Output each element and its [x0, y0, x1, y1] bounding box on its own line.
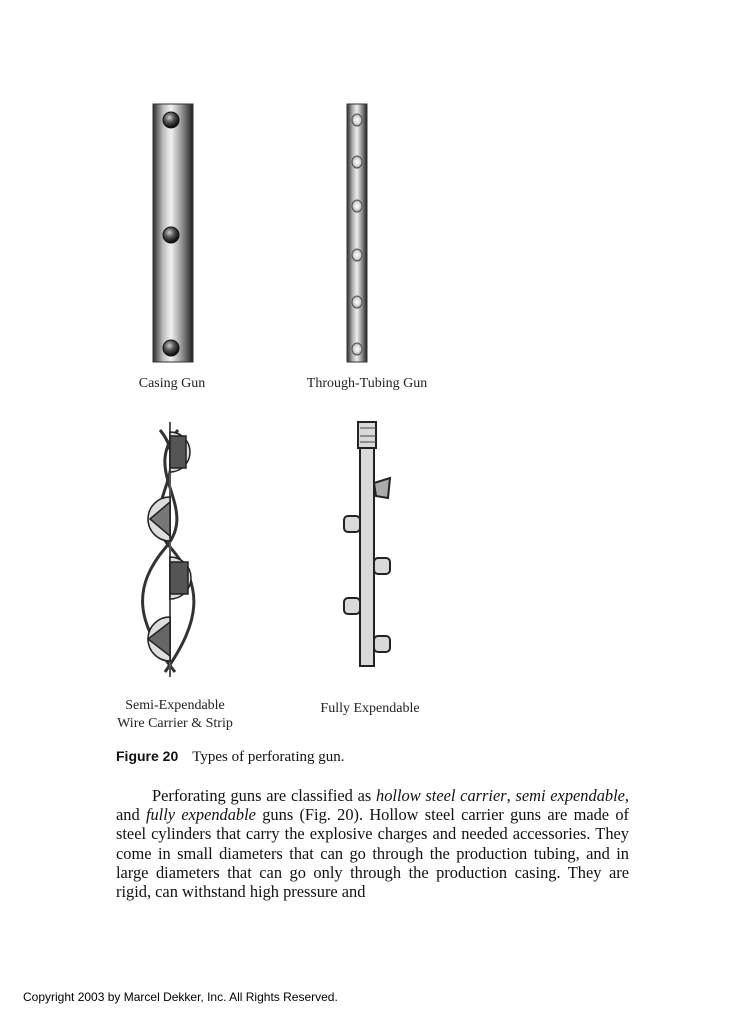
semi-expendable-illustration [130, 422, 210, 682]
para-text-4: guns (Fig. 20). Hollow steel carrier guns are made of steel cylinders that carry the explosive charges and needed accessories. They come in small diameters that can go through the production tubing, and in large diameters that can go only through the production casing. They are rigid, can withstand high pressure and [116, 805, 629, 902]
para-term-semi-expendable: semi expendable [515, 786, 625, 805]
para-text-1: Perforating guns are classified as [152, 786, 377, 805]
semi-expendable-label-line2: Wire Carrier & Strip [117, 716, 233, 731]
fully-expendable-illustration [336, 418, 400, 670]
semi-expendable-label [100, 697, 250, 733]
copyright-notice: Copyright 2003 by Marcel Dekker, Inc. All Rights Reserved. [23, 990, 338, 1004]
para-text-2: , [506, 786, 516, 805]
figure-caption [116, 748, 345, 766]
figure-number: Figure 20 [116, 748, 179, 764]
body-paragraph [116, 786, 629, 901]
fully-expendable-label: Fully Expendable [320, 701, 420, 716]
figure-caption-text: Types of perforating gun. [192, 749, 345, 765]
para-term-hollow-steel-carrier: hollow steel carrier [376, 786, 507, 805]
through-tubing-gun-illustration [342, 100, 372, 365]
through-tubing-gun-label: Through-Tubing Gun [306, 376, 428, 391]
casing-gun-illustration [148, 100, 198, 365]
casing-gun-label: Casing Gun [138, 376, 206, 391]
para-text-3: , and [116, 786, 630, 825]
semi-expendable-label-line1: Semi-Expendable [125, 698, 225, 713]
para-term-fully-expendable: fully expendable [145, 805, 256, 825]
